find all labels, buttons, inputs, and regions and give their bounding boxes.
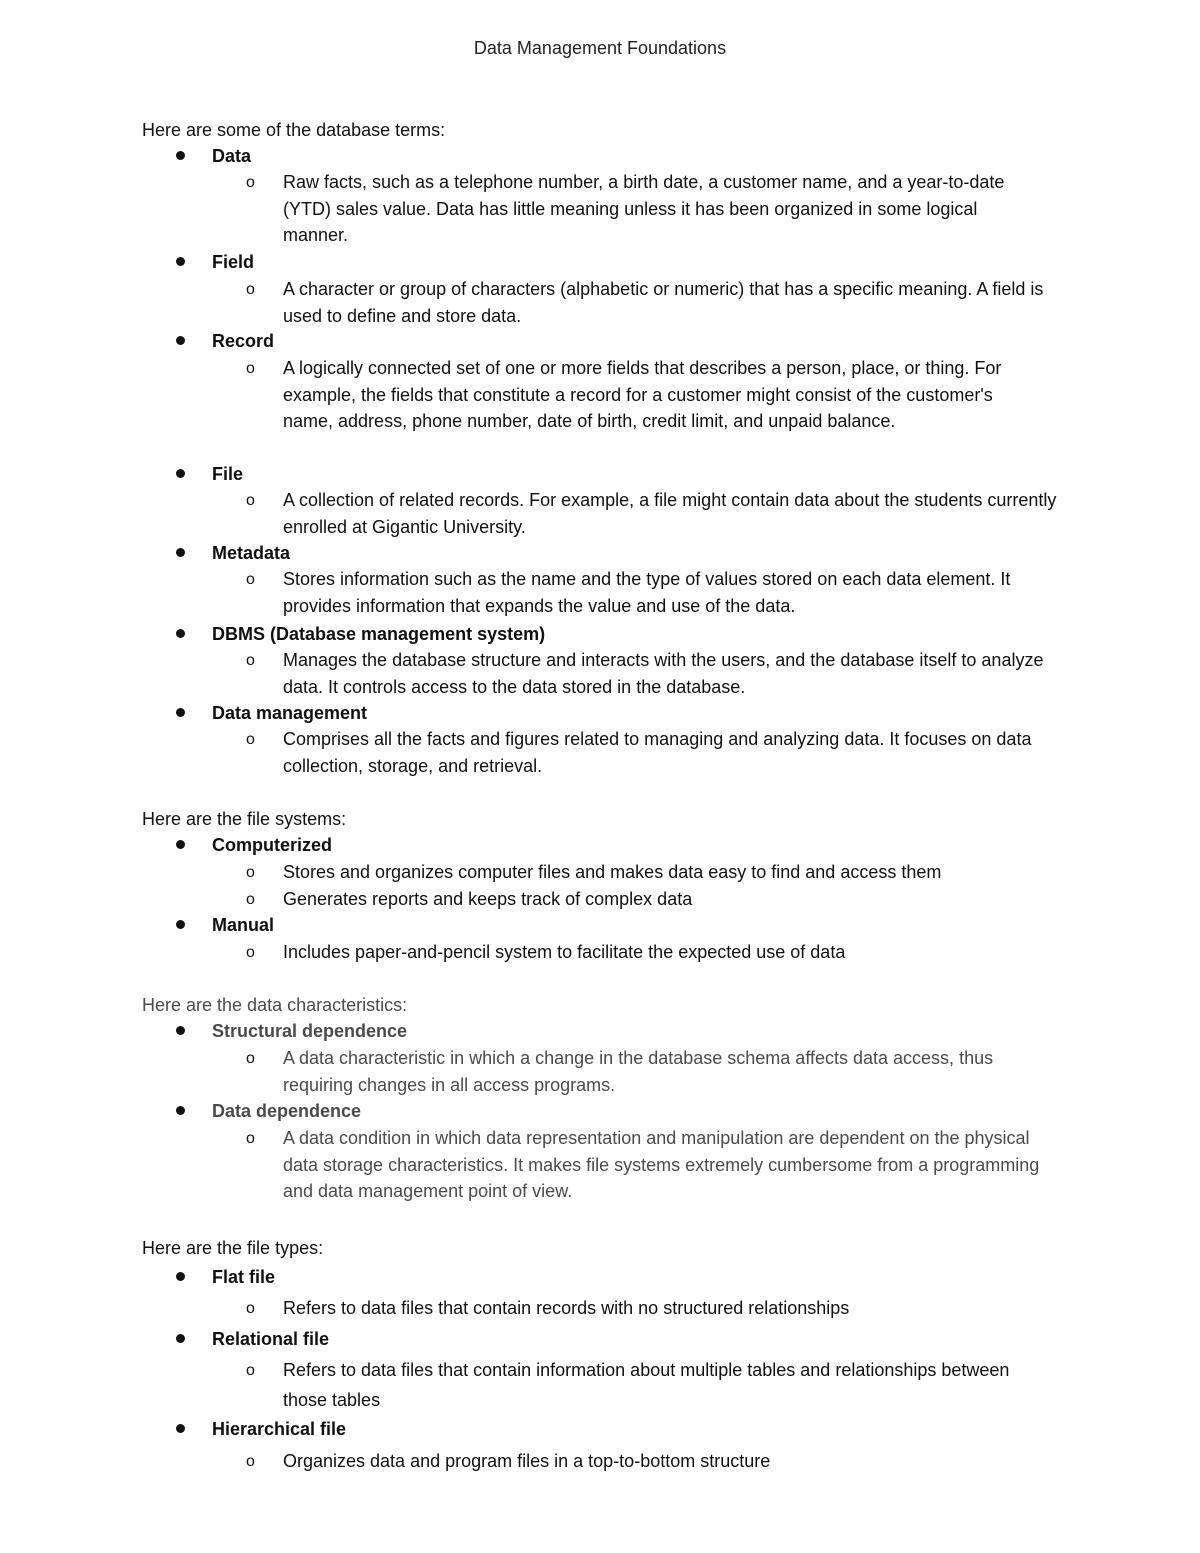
- sub-bullet-icon: o: [246, 652, 255, 669]
- term-heading: Metadata: [212, 543, 291, 563]
- bullet-icon: [176, 708, 185, 717]
- section-intro: Here are the data characteristics:: [142, 995, 408, 1015]
- term-description: Comprises all the facts and figures related to managing and analyzing data. It focuses on data collection, storage, and retrieval.: [283, 729, 1032, 776]
- term-description: A character or group of characters (alphabetic or numeric) that has a specific meaning. A field is used to define and store data.: [283, 279, 1044, 326]
- sub-bullet-icon: o: [246, 174, 255, 191]
- bullet-icon: [176, 1272, 185, 1281]
- term-description: Includes paper-and-pencil system to facilitate the expected use of data: [283, 942, 846, 962]
- bullet-icon: [176, 1424, 185, 1433]
- term-description: Raw facts, such as a telephone number, a birth date, a customer name, and a year-to-date (YTD) sales value. Data has little meaning unless it has been organized in some logical manner.: [283, 172, 1005, 245]
- term-description: Stores information such as the name and the type of values stored on each data element. It provides information that expands the value and use of the data.: [283, 569, 1011, 616]
- sub-bullet-icon: o: [246, 1362, 255, 1379]
- sub-bullet-icon: o: [246, 281, 255, 298]
- term-description: Organizes data and program files in a top-to-bottom structure: [283, 1451, 771, 1471]
- term-description: Manages the database structure and interacts with the users, and the database itself to analyze data. It controls access to the data stored in the database.: [283, 650, 1044, 697]
- bullet-icon: [176, 629, 185, 638]
- sub-bullet-icon: o: [246, 1050, 255, 1067]
- sub-bullet-icon: o: [246, 944, 255, 961]
- term-description: A data condition in which data representation and manipulation are dependent on the physical data storage characteristics. It makes file systems extremely cumbersome from a programming and data management point of view.: [283, 1128, 1040, 1201]
- term-heading: DBMS (Database management system): [212, 624, 546, 644]
- section-intro: Here are the file types:: [142, 1238, 324, 1258]
- sub-bullet-icon: o: [246, 492, 255, 509]
- term-heading: File: [212, 464, 244, 484]
- term-heading: Field: [212, 252, 255, 272]
- bullet-icon: [176, 840, 185, 849]
- term-description: A collection of related records. For example, a file might contain data about the students currently enrolled at Gigantic University.: [283, 490, 1057, 537]
- bullet-icon: [176, 469, 185, 478]
- term-heading: Structural dependence: [212, 1021, 408, 1041]
- term-heading: Manual: [212, 915, 275, 935]
- sub-bullet-icon: o: [246, 571, 255, 588]
- bullet-icon: [176, 1106, 185, 1115]
- term-description: A logically connected set of one or more fields that describes a person, place, or thing. For example, the fields that constitute a record for a customer might consist of the customer's name, address, phone number, date of birth, credit limit, and unpaid balance.: [283, 358, 1002, 431]
- term-heading: Data management: [212, 703, 368, 723]
- term-heading: Relational file: [212, 1329, 330, 1349]
- term-heading: Flat file: [212, 1267, 276, 1287]
- section-intro: Here are some of the database terms:: [142, 120, 446, 140]
- bullet-icon: [176, 151, 185, 160]
- section-intro: Here are the file systems:: [142, 809, 347, 829]
- term-description: A data characteristic in which a change in the database schema affects data access, thus requiring changes in all access programs.: [283, 1048, 994, 1095]
- sub-bullet-icon: o: [246, 1130, 255, 1147]
- sub-bullet-icon: o: [246, 1453, 255, 1470]
- term-description: Refers to data files that contain information about multiple tables and relationships between those tables: [283, 1360, 1010, 1410]
- sub-bullet-icon: o: [246, 731, 255, 748]
- bullet-icon: [176, 920, 185, 929]
- bullet-icon: [176, 548, 185, 557]
- bullet-icon: [176, 1026, 185, 1035]
- term-heading: Data dependence: [212, 1101, 362, 1121]
- sub-bullet-icon: o: [246, 360, 255, 377]
- term-heading: Record: [212, 331, 275, 351]
- term-description: Stores and organizes computer files and makes data easy to find and access them: [283, 862, 942, 882]
- bullet-icon: [176, 1334, 185, 1343]
- term-heading: Computerized: [212, 835, 333, 855]
- page-header: Data Management Foundations: [473, 38, 727, 58]
- bullet-icon: [176, 257, 185, 266]
- sub-bullet-icon: o: [246, 1300, 255, 1317]
- sub-bullet-icon: o: [246, 891, 255, 908]
- bullet-icon: [176, 336, 185, 345]
- term-heading: Hierarchical file: [212, 1419, 347, 1439]
- term-description: Refers to data files that contain records with no structured relationships: [283, 1298, 850, 1318]
- sub-bullet-icon: o: [246, 864, 255, 881]
- term-heading: Data: [212, 146, 252, 166]
- term-description: Generates reports and keeps track of complex data: [283, 889, 693, 909]
